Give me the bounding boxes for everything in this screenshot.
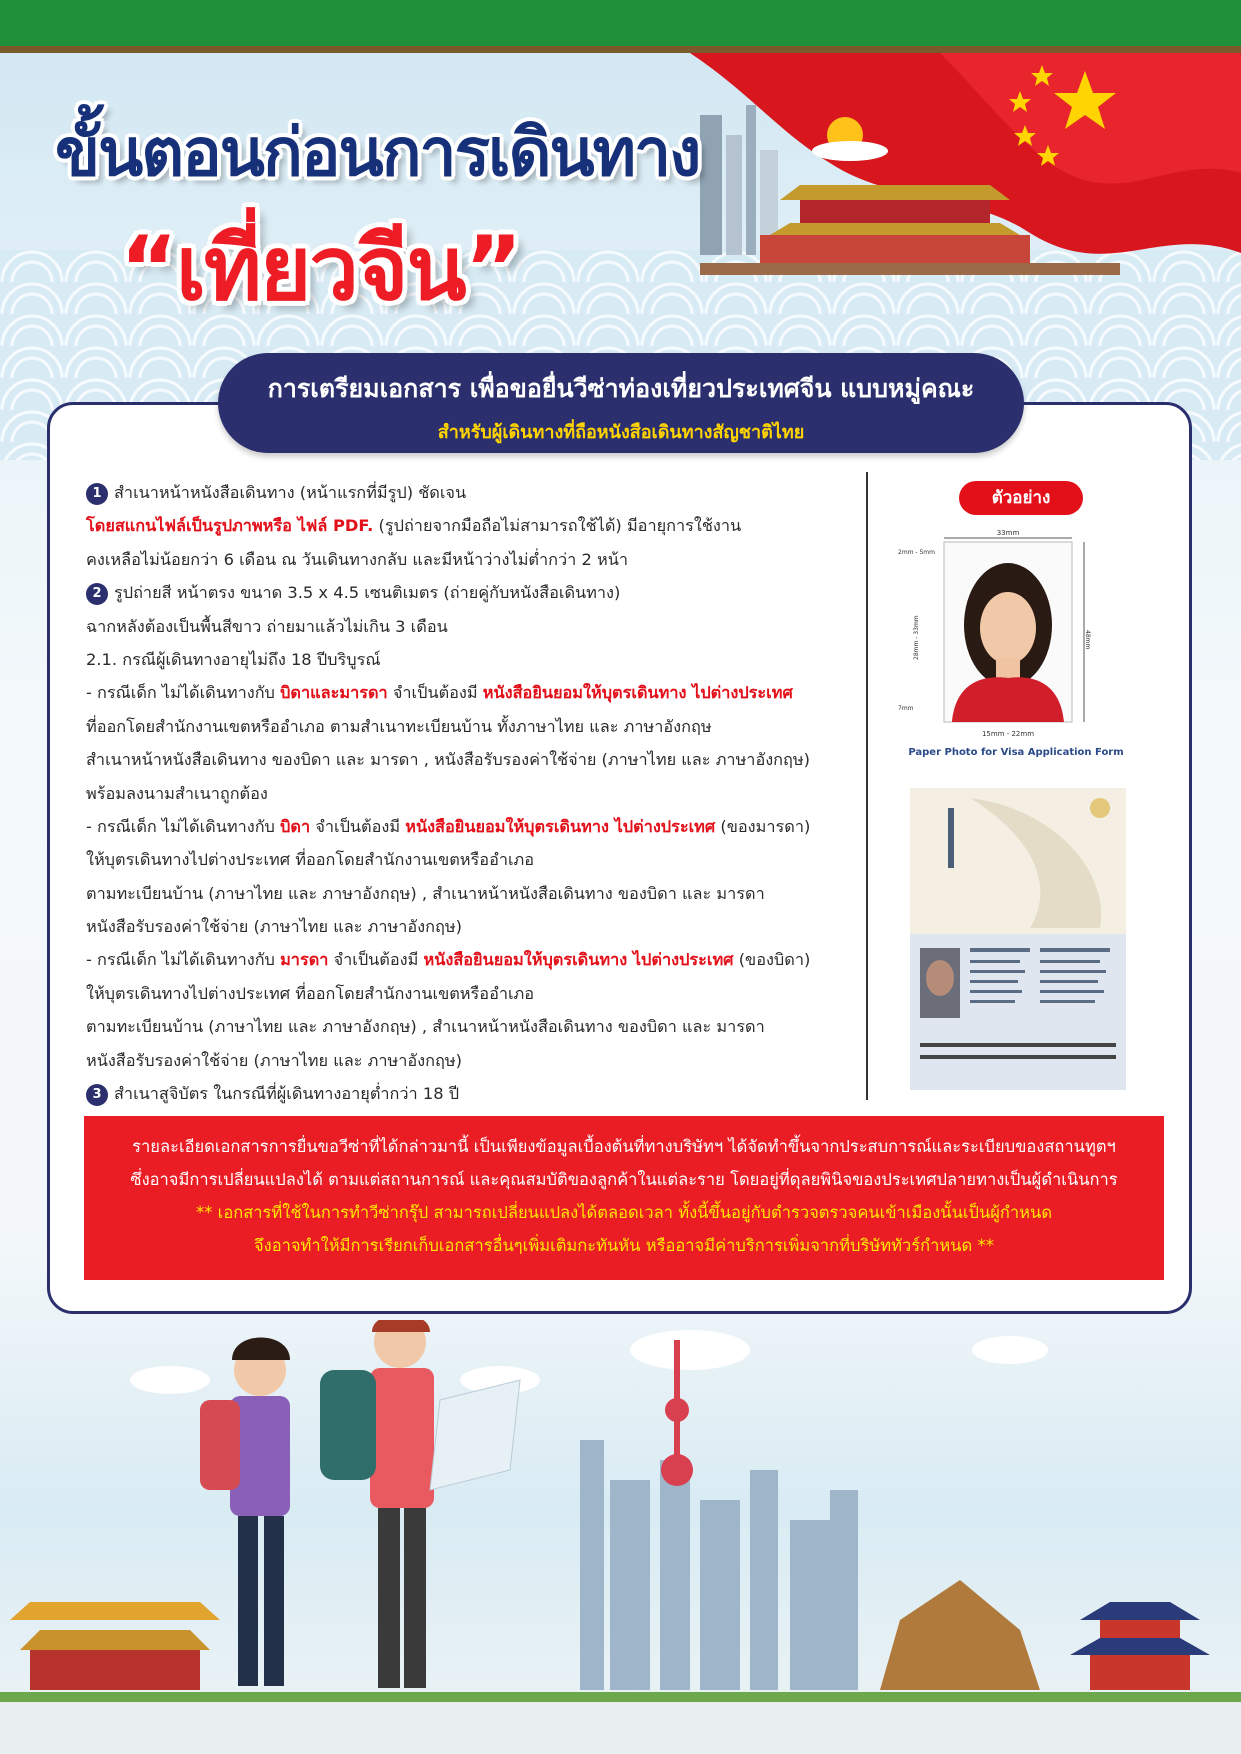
dim-head-label: 28mm - 33mm <box>913 615 920 660</box>
step-text: ให้บุตรเดินทางไปต่างประเทศ ที่ออกโดยสำนักงานเขตหรืออำเภอ <box>86 983 535 1003</box>
step-text: จำเป็นต้องมี <box>328 950 424 970</box>
step-text: ให้บุตรเดินทางไปต่างประเทศ ที่ออกโดยสำนักงานเขตหรืออำเภอ <box>86 850 535 870</box>
step-text: หนังสือรับรองค่าใช้จ่าย (ภาษาไทย และ ภาษาอังกฤษ) <box>86 917 462 937</box>
photo-caption: Paper Photo for Visa Application Form <box>908 747 1124 758</box>
step-text: ที่ออกโดยสำนักงานเขตหรืออำเภอ ตามสำเนาทะเบียนบ้าน ทั้งภาษาไทย และ ภาษาอังกฤษ <box>86 716 712 736</box>
main-title-line1: ขั้นตอนก่อนการเดินทาง <box>55 114 700 191</box>
dim-face-label: 15mm - 22mm <box>981 730 1035 738</box>
visa-photo-sample-image <box>896 530 1122 740</box>
list-item <box>86 777 858 810</box>
step-text: (รูปถ่ายจากมือถือไม่สามารถใช้ได้) มีอายุการใช้งาน <box>373 516 742 536</box>
list-item <box>86 610 858 643</box>
step-text: ตามทะเบียนบ้าน (ภาษาไทย และ ภาษาอังกฤษ) , สำเนาหน้าหนังสือเดินทาง ของบิดา และ มารดา <box>86 883 765 903</box>
step-text: สำเนาหน้าหนังสือเดินทาง ของบิดา และ มารดา , หนังสือรับรองค่าใช้จ่าย (ภาษาไทย และ ภาษาอังกฤษ) <box>86 750 810 770</box>
step-text: - กรณีเด็ก ไม่ได้เดินทางกับ <box>86 950 281 970</box>
list-item <box>86 977 858 1010</box>
list-item <box>86 710 858 743</box>
highlight-text: หนังสือยินยอมให้บุตรเดินทาง ไปต่างประเทศ <box>423 950 734 970</box>
list-item <box>86 1044 858 1077</box>
list-item <box>86 509 858 542</box>
step-text: ตามทะเบียนบ้าน (ภาษาไทย และ ภาษาอังกฤษ) , สำเนาหน้าหนังสือเดินทาง ของบิดา และ มารดา <box>86 1017 765 1037</box>
list-item <box>86 877 858 910</box>
list-item <box>86 476 858 509</box>
list-item <box>86 843 858 876</box>
vertical-divider <box>866 472 868 1100</box>
list-item <box>86 576 858 609</box>
highlight-text: โดยสแกนไฟล์เป็นรูปภาพหรือ ไฟล์ PDF. <box>86 516 374 536</box>
disclaimer-notice <box>84 1116 1164 1280</box>
step-number-3: 3 <box>86 1084 108 1106</box>
highlight-text: หนังสือยินยอมให้บุตรเดินทาง ไปต่างประเทศ <box>482 683 793 703</box>
main-title-line2: “เที่ยวจีน” <box>120 217 521 320</box>
dim-width-label: 33mm <box>996 530 1020 537</box>
list-item <box>86 543 858 576</box>
notice-warning-line: จึงอาจทำให้มีการเรียกเก็บเอกสารอื่นๆเพิ่มเติมกะทันหัน หรืออาจมีค่าบริการเพิ่มจากที่บริษัททัวร์กำหนด ** <box>253 1236 994 1255</box>
highlight-text: มารดา <box>280 950 329 970</box>
step-text: คงเหลือไม่น้อยกว่า 6 เดือน ณ วันเดินทางกลับ และมีหน้าว่างไม่ต่ำกว่า 2 หน้า <box>86 549 629 569</box>
step-text: - กรณีเด็ก ไม่ได้เดินทางกับ <box>86 683 281 703</box>
step-text: จำเป็นต้องมี <box>387 683 483 703</box>
list-item <box>86 1077 858 1110</box>
highlight-text: บิดา <box>280 816 311 836</box>
dim-chin-label: 7mm <box>898 705 914 712</box>
step-number-1: 1 <box>86 483 108 505</box>
banner-title: การเตรียมเอกสาร เพื่อขอยื่นวีซ่าท่องเที่ยวประเทศจีน แบบหมู่คณะ <box>267 374 975 403</box>
list-item <box>86 1010 858 1043</box>
highlight-text: บิดาและมารดา <box>280 683 388 703</box>
step-text: สำเนาหน้าหนังสือเดินทาง (หน้าแรกที่มีรูป) ชัดเจน <box>114 483 467 502</box>
notice-line: ซึ่งอาจมีการเปลี่ยนแปลงได้ ตามแต่สถานการณ์ และคุณสมบัติของลูกค้าในแต่ละราย โดยอยู่ที่ดุลยพินิจของประเทศปลายทางเป็นผู้ดำเนินการ <box>130 1170 1118 1189</box>
step-number-2: 2 <box>86 583 108 605</box>
notice-warning-line: ** เอกสารที่ใช้ในการทำวีซ่ากรุ๊ป สามารถเปลี่ยนแปลงได้ตลอดเวลา ทั้งนี้ขึ้นอยู่กับตำรวจตรวจคนเข้าเมืองนั้นเป็นผู้กำหนด <box>195 1203 1053 1222</box>
step-text: ฉากหลังต้องเป็นพื้นสีขาว ถ่ายมาแล้วไม่เกิน 3 เดือน <box>86 616 448 636</box>
sample-badge: ตัวอย่าง <box>959 481 1083 515</box>
top-brown-line <box>0 46 1241 53</box>
forbidden-city-skyline-illustration <box>700 95 1120 275</box>
list-item <box>86 676 858 709</box>
passport-sample-image <box>910 788 1126 1090</box>
dim-height-label: 48mm <box>1084 630 1091 650</box>
travelers-landmarks-illustration <box>0 1320 1241 1754</box>
list-item <box>86 910 858 943</box>
list-item <box>86 643 858 676</box>
step-text: รูปถ่ายสี หน้าตรง ขนาด 3.5 x 4.5 เซนติเมตร (ถ่ายคู่กับหนังสือเดินทาง) <box>114 583 621 603</box>
step-text: (ของบิดา) <box>733 950 811 970</box>
list-item <box>86 810 858 843</box>
step-text: - กรณีเด็ก ไม่ได้เดินทางกับ <box>86 816 281 836</box>
requirements-list <box>86 476 858 1110</box>
step-text: สำเนาสูจิบัตร ในกรณีที่ผู้เดินทางอายุต่ำกว่า 18 ปี <box>114 1084 460 1104</box>
notice-line: รายละเอียดเอกสารการยื่นขอวีซ่าที่ได้กล่าวมานี้ เป็นเพียงข้อมูลเบื้องต้นที่ทางบริษัทฯ ได้จัดทำขึ้นจากประสบการณ์และระเบียบของสถานทูตฯ <box>132 1137 1116 1156</box>
top-green-bar <box>0 0 1241 46</box>
highlight-text: หนังสือยินยอมให้บุตรเดินทาง ไปต่างประเทศ <box>405 816 716 836</box>
section-banner <box>218 353 1024 453</box>
list-item <box>86 943 858 976</box>
step-text: (ของมารดา) <box>715 816 811 836</box>
step-text: จำเป็นต้องมี <box>310 816 406 836</box>
step-text: 2.1. กรณีผู้เดินทางอายุไม่ถึง 18 ปีบริบูรณ์ <box>86 649 381 669</box>
banner-subtitle: สำหรับผู้เดินทางที่ถือหนังสือเดินทางสัญชาติไทย <box>437 422 805 443</box>
list-item <box>86 743 858 776</box>
step-text: พร้อมลงนามสำเนาถูกต้อง <box>86 783 268 803</box>
step-text: หนังสือรับรองค่าใช้จ่าย (ภาษาไทย และ ภาษาอังกฤษ) <box>86 1050 462 1070</box>
dim-top-label: 2mm - 5mm <box>898 549 935 556</box>
